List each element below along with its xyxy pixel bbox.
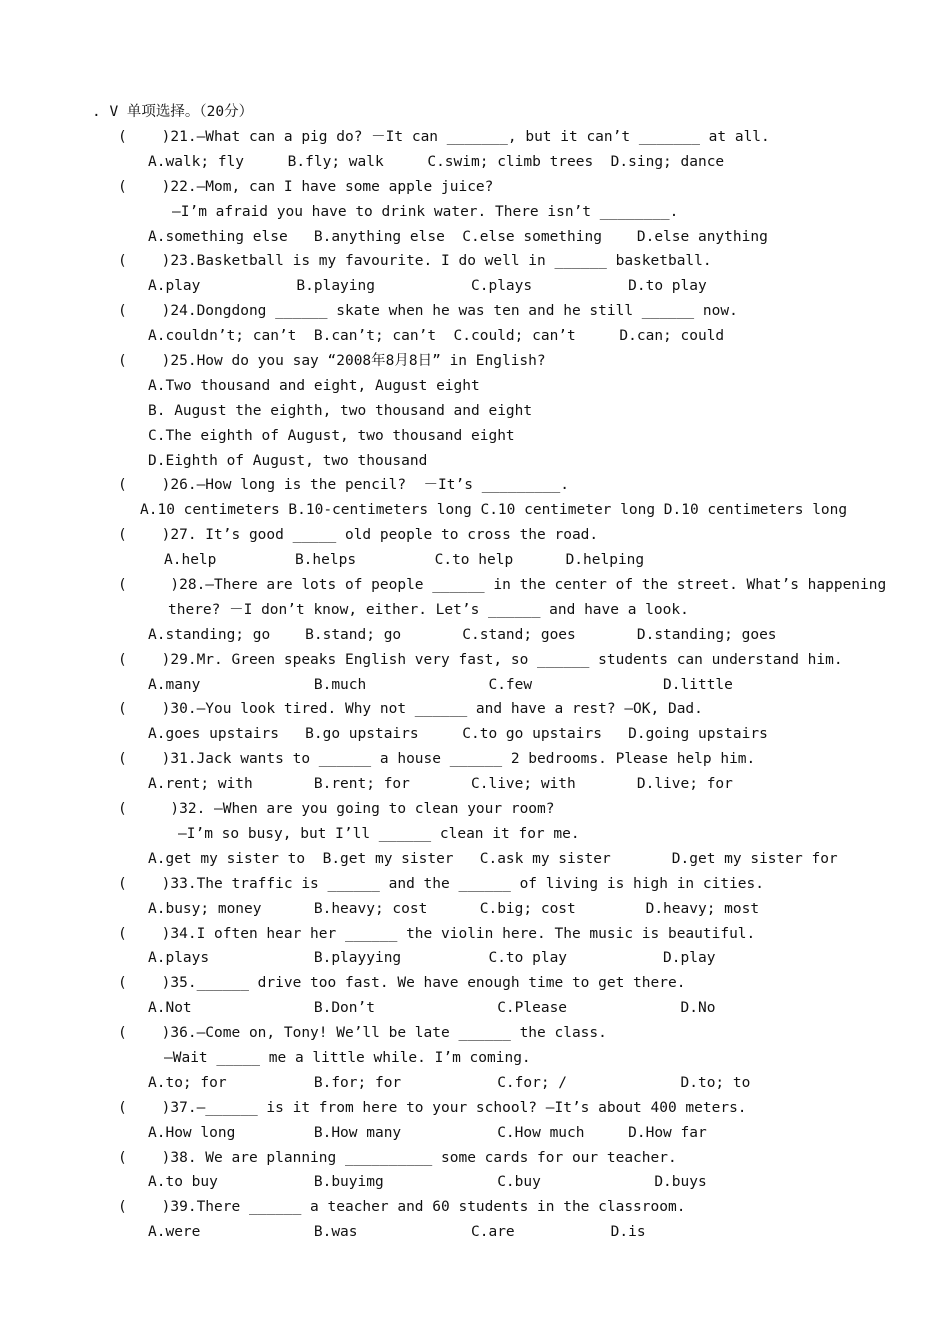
option-line: A.were B.was C.are D.is <box>148 1224 646 1241</box>
option-line: D.Eighth of August, two thousand <box>148 452 428 469</box>
option-line: A.walk; fly B.fly; walk C.swim; climb trees D.sing; dance <box>148 153 725 170</box>
section-title: . V 单项选择。（20分） <box>92 104 254 120</box>
question-line: ( )26.—How long is the pencil? －It’s _________. <box>118 477 569 494</box>
option-line: —I’m afraid you have to drink water. There isn’t ________. <box>172 203 679 220</box>
option-line: A.Two thousand and eight, August eight <box>148 377 480 394</box>
question-line: ( )33.The traffic is ______ and the ______ of living is high in cities. <box>118 875 765 892</box>
option-line: A.play B.playing C.plays D.to play <box>148 278 707 295</box>
question-line: ( )24.Dongdong ______ skate when he was ten and he still ______ now. <box>118 303 738 320</box>
option-line: A.something else B.anything else C.else something D.else anything <box>148 228 768 245</box>
question-line: ( )36.—Come on, Tony! We’ll be late ______ the class. <box>118 1025 607 1042</box>
question-list <box>0 125 950 1245</box>
question-line: ( )35.______ drive too fast. We have enough time to get there. <box>118 975 686 992</box>
question-line: ( )34.I often hear her ______ the violin here. The music is beautiful. <box>118 925 756 942</box>
question-line: ( )38. We are planning __________ some cards for our teacher. <box>118 1149 677 1166</box>
option-line: C.The eighth of August, two thousand eight <box>148 427 515 444</box>
option-line: A.to buy B.buyimg C.buy D.buys <box>148 1174 707 1191</box>
option-line: A.standing; go B.stand; go C.stand; goes D.standing; goes <box>148 626 777 643</box>
option-line: A.How long B.How many C.How much D.How far <box>148 1124 707 1141</box>
option-line: A.plays B.playying C.to play D.play <box>148 950 716 967</box>
option-line: B. August the eighth, two thousand and eight <box>148 402 533 419</box>
option-line: A.help B.helps C.to help D.helping <box>164 552 645 569</box>
option-line: A.10 centimeters B.10-centimeters long C.10 centimeter long D.10 centimeters long <box>140 502 848 519</box>
question-line: ( )31.Jack wants to ______ a house ______ 2 bedrooms. Please help him. <box>118 751 756 768</box>
option-line: there? －I don’t know, either. Let’s ______ and have a look. <box>168 601 689 618</box>
question-line: ( )37.—______ is it from here to your school? —It’s about 400 meters. <box>118 1099 747 1116</box>
option-line: A.rent; with B.rent; for C.live; with D.live; for <box>148 776 733 793</box>
question-line: ( )28.—There are lots of people ______ in the center of the street. What’s happening <box>118 577 887 594</box>
option-line: A.Not B.Don’t C.Please D.No <box>148 1000 716 1017</box>
question-line: ( )32. —When are you going to clean your room? <box>118 801 555 818</box>
question-line: ( )21.—What can a pig do? －It can _______, but it can’t _______ at all. <box>118 129 770 145</box>
option-line: A.get my sister to B.get my sister C.ask my sister D.get my sister for <box>148 850 838 867</box>
question-line: ( )22.—Mom, can I have some apple juice? <box>118 178 494 195</box>
question-line: ( )39.There ______ a teacher and 60 students in the classroom. <box>118 1199 686 1216</box>
option-line: —I’m so busy, but I’ll ______ clean it for me. <box>178 825 580 842</box>
question-line: ( )30.—You look tired. Why not ______ and have a rest? —OK, Dad. <box>118 701 703 718</box>
question-line: ( )23.Basketball is my favourite. I do well in ______ basketball. <box>118 253 712 270</box>
question-line: ( )25.How do you say “2008年8月8日” in English? <box>118 353 546 370</box>
option-line: A.goes upstairs B.go upstairs C.to go upstairs D.going upstairs <box>148 726 768 743</box>
option-line: A.many B.much C.few D.little <box>148 676 733 693</box>
question-line: ( )27. It’s good _____ old people to cross the road. <box>118 527 599 544</box>
option-line: —Wait _____ me a little while. I’m coming. <box>164 1049 531 1066</box>
question-line: ( )29.Mr. Green speaks English very fast, so ______ students can understand him. <box>118 651 843 668</box>
option-line: A.couldn’t; can’t B.can’t; can’t C.could; can’t D.can; could <box>148 328 725 345</box>
option-line: A.busy; money B.heavy; cost C.big; cost D.heavy; most <box>148 900 760 917</box>
option-line: A.to; for B.for; for C.for; / D.to; to <box>148 1074 751 1091</box>
